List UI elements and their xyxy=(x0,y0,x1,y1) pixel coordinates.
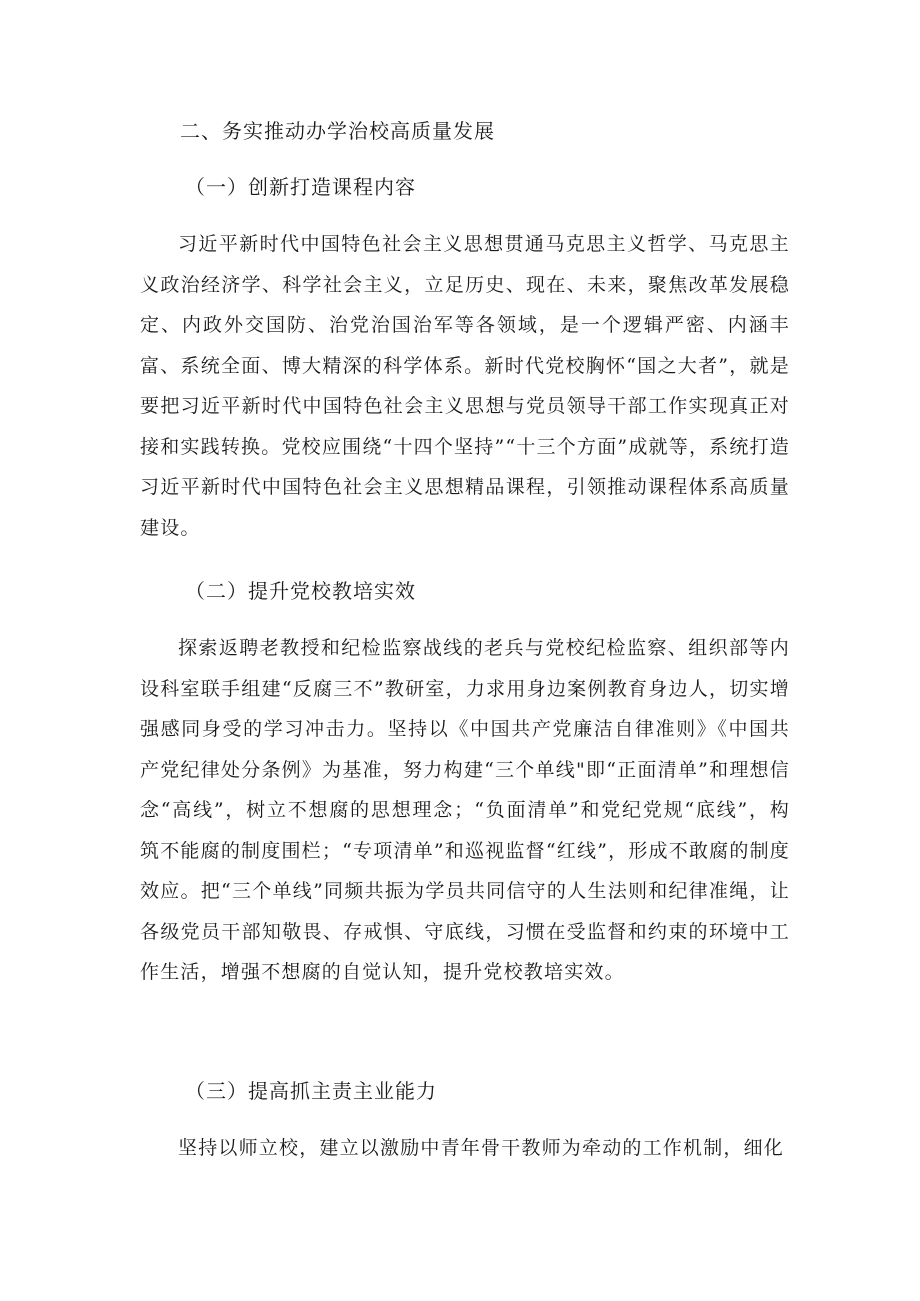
subsection-heading-3: （三）提高抓主责主业能力 xyxy=(185,1079,437,1103)
subsection-heading-2: （二）提升党校教培实效 xyxy=(185,579,416,603)
paragraph-1: 习近平新时代中国特色社会主义思想贯通马克思主义哲学、马克思主义政治经济学、科学社会主义，立足历史、现在、未来，聚焦改革发展稳定、内政外交国防、治党治国治军等各领域，是一个逻辑严密、内涵丰富、系统全面、博大精深的科学体系。新时代党校胸怀“国之大者”，就是要把习近平新时代中国特色社会主义思想与党员领导干部工作实现真正对接和实践转换。党校应围绕“十四个坚持”“十三个方面”成就等，系统打造习近平新时代中国特色社会主义思想精品课程，引领推动课程体系高质量建设。 xyxy=(140,233,790,539)
paragraph-3: 坚持以师立校，建立以激励中青年骨干教师为牵动的工作机制，细化 xyxy=(178,1137,785,1159)
paragraph-2: 探索返聘老教授和纪检监察战线的老兵与党校纪检监察、组织部等内设科室联手组建“反腐三不”教研室，力求用身边案例教育身边人，切实增强感同身受的学习冲击力。坚持以《中国共产党廉洁自律准则》《中国共产党纪律处分条例》为基准，努力构建“三个单线"即“正面清单”和理想信念“高线”，树立不想腐的思想理念；“负面清单”和党纪党规“底线”，构筑不能腐的制度围栏；“专项清单”和巡视监督“红线”，形成不敢腐的制度效应。把“三个单线”同频共振为学员共同信守的人生法则和纪律准绳，让各级党员干部知敬畏、存戒惧、守底线，习惯在受监督和约束的环境中工作生活，增强不想腐的自觉认知，提升党校教培实效。 xyxy=(140,637,790,983)
section-heading: 二、务实推动办学治校高质量发展 xyxy=(180,119,495,143)
subsection-heading-1: （一）创新打造课程内容 xyxy=(185,175,416,199)
